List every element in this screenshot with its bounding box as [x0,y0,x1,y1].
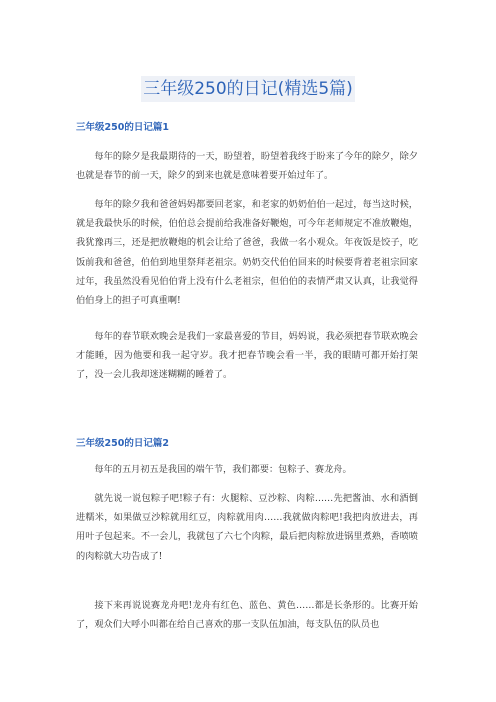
paragraph: 每年的五月初五是我国的端午节，我们都要：包粽子、赛龙舟。 [94,464,352,475]
title-wrap [0,76,496,102]
paragraph: 接下来再说说赛龙舟吧!龙舟有红色、蓝色、黄色……都是长条形的。比赛开始了，观众们大呼小叫都在给自己喜欢的那一支队伍加油，每支队伍的队员也 [76,600,418,631]
paragraph: 每年的春节联欢晚会是我们一家最喜爱的节目，妈妈说，我必须把春节联欢晚会才能睡，因为他要和我一起守岁。我才把春节晚会看一半，我的眼睛可都开始打架了，没一会儿我却迷迷糊糊的睡着了。 [76,331,418,381]
paragraph: 就先说一说包粽子吧!粽子有：火腿粽、豆沙粽、肉粽……先把酱油、水和酒倒进糯米，如果做豆沙粽就用红豆，肉粽就用肉……我就做肉粽吧!我把肉放进去，再用叶子包起来。不一会儿，我就包了六七个肉粽，最后把肉粽放进锅里煮熟，香喷喷的肉粽就大功告成了! [76,493,418,562]
paragraph: 每年的除夕是我最期待的一天，盼望着，盼望着我终于盼来了今年的除夕，除夕也就是春节的前一天，除夕的到来也就是意味着要开始过年了。 [76,151,418,182]
document-title: 三年级250的日记(精选5篇) [141,76,355,102]
section-heading: 三年级250的日记篇1 [76,122,169,133]
section-heading: 三年级250的日记篇2 [76,438,169,449]
paragraph: 每年的除夕我和爸爸妈妈都要回老家，和老家的奶奶伯伯一起过，每当这时候，就是我最快乐的时候，伯伯总会提前给我准备好鞭炮，可今年老师规定不准放鞭炮，我犹豫再三，还是把放鞭炮的机会让给了爸爸，我做一名小观众。年夜饭是饺子，吃饭前我和爸爸，伯伯到地里祭拜老祖宗。奶奶交代伯伯回来的时候要背着老祖宗回家过年，我虽然没看见伯伯背上没有什么老祖宗，但伯伯的表情严肃又认真，让我觉得伯伯身上的担子可真重啊! [76,199,418,307]
